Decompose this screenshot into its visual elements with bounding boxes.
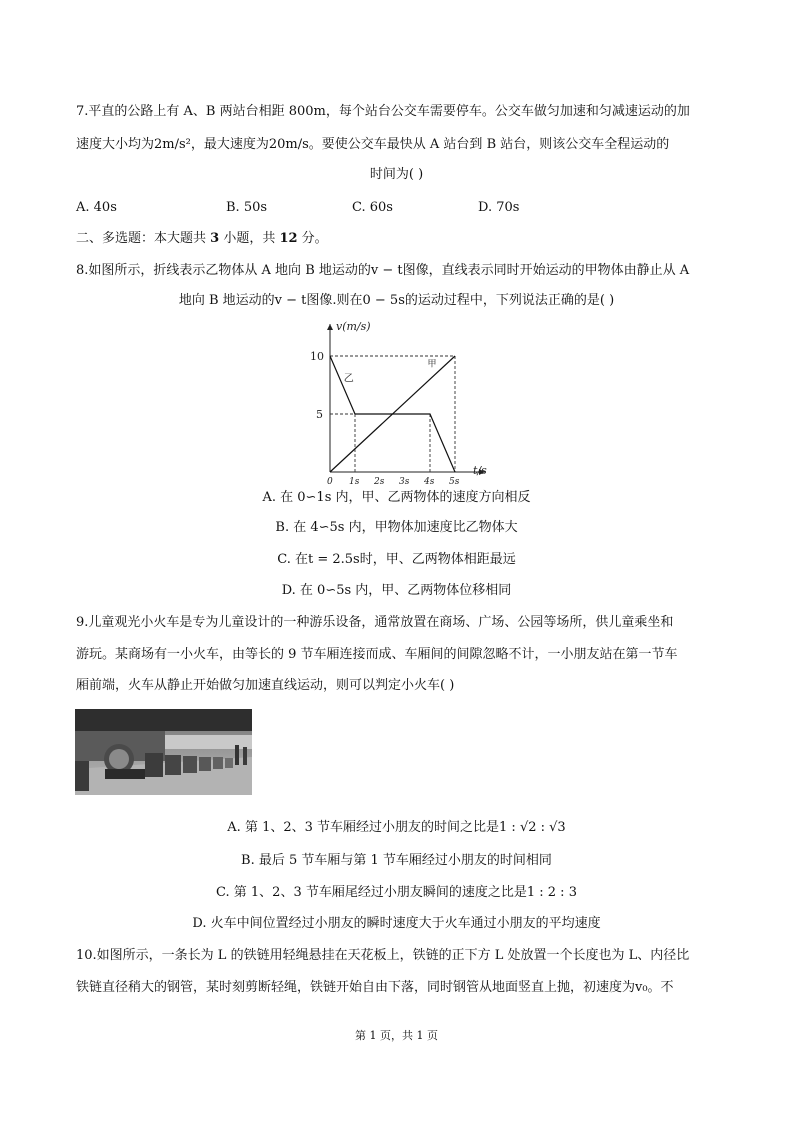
q9-line-1: 9.儿童观光小火车是专为儿童设计的一种游乐设备，通常放置在商场、广场、公园等场所，供儿童乘坐和 (76, 615, 674, 630)
x-tick-label: 0 (327, 477, 333, 486)
q8-line-1: 8.如图所示，折线表示乙物体从 A 地向 B 地运动的v − t图像，直线表示同时开始运动的甲物体由静止从 A (76, 263, 690, 278)
y-tick-label: 5 (316, 408, 323, 421)
q8-option-d: D. 在 0∽5s 内，甲、乙两物体位移相同 (281, 583, 512, 598)
vt-chart (300, 316, 500, 486)
x-tick-label: 4s (424, 477, 435, 486)
q7-line-1: 7.平直的公路上有 A、B 两站台相距 800m，每个站台公交车需要停车。公交车做匀加速和匀减速运动的加 (76, 104, 690, 119)
x-tick-label: 3s (399, 477, 410, 486)
series-label-yi: 乙 (343, 373, 354, 385)
page-footer: 第 1 页，共 1 页 (355, 1029, 438, 1042)
x-tick-label: 1s (349, 477, 360, 486)
q7-option-d: D. 70s (478, 200, 520, 215)
q7-line-2: 速度大小均为2m/s²，最大速度为20m/s。要使公交车最快从 A 站台到 B 站台，则该公交车全程运动的 (76, 137, 670, 152)
q7-option-a: A. 40s (76, 200, 117, 215)
q9-line-2: 游玩。某商场有一小火车，由等长的 9 节车厢连接而成、车厢间的间隙忽略不计，一小朋友站在第一节车 (76, 647, 678, 662)
q9-option-c: C. 第 1、2、3 节车厢尾经过小朋友瞬间的速度之比是1 : 2 : 3 (216, 885, 577, 900)
q9-line-3: 厢前端，火车从静止开始做匀加速直线运动，则可以判定小火车( ) (76, 678, 455, 693)
q7-line-3: 时间为( ) (369, 167, 424, 182)
series-label-jia: 甲 (427, 359, 437, 370)
q9-option-d: D. 火车中间位置经过小朋友的瞬时速度大于火车通过小朋友的平均速度 (192, 916, 601, 931)
x-tick-label: 5s (449, 477, 460, 486)
y-tick-label: 10 (310, 350, 324, 363)
x-tick-label: 2s (374, 477, 385, 486)
q7-option-c: C. 60s (352, 200, 393, 215)
section-heading: 二、多选题：本大题共 3 小题，共 12 分。 (76, 231, 328, 246)
y-axis-label: v(m/s) (336, 320, 371, 333)
train-photo (75, 709, 252, 795)
q10-line-2: 铁链直径稍大的钢管，某时刻剪断轻绳，铁链开始自由下落，同时钢管从地面竖直上抛，初速度为v₀。不 (76, 980, 674, 995)
q7-option-b: B. 50s (226, 200, 268, 215)
q9-option-b: B. 最后 5 节车厢与第 1 节车厢经过小朋友的时间相同 (241, 853, 552, 868)
q8-line-2: 地向 B 地运动的v − t图像.则在0 − 5s的运动过程中，下列说法正确的是( ) (178, 293, 615, 308)
q9-option-a: A. 第 1、2、3 节车厢经过小朋友的时间之比是1 : √2 : √3 (227, 820, 566, 835)
q8-option-a: A. 在 0∽1s 内，甲、乙两物体的速度方向相反 (262, 490, 531, 505)
q8-option-b: B. 在 4∽5s 内，甲物体加速度比乙物体大 (275, 520, 518, 535)
y-axis-arrow (327, 324, 333, 330)
x-axis-label: t/s (473, 464, 487, 477)
q8-option-c: C. 在t = 2.5s时，甲、乙两物体相距最远 (277, 552, 516, 567)
q10-line-1: 10.如图所示，一条长为 L 的铁链用轻绳悬挂在天花板上，铁链的正下方 L 处放置一个长度也为 L、内径比 (76, 948, 690, 963)
